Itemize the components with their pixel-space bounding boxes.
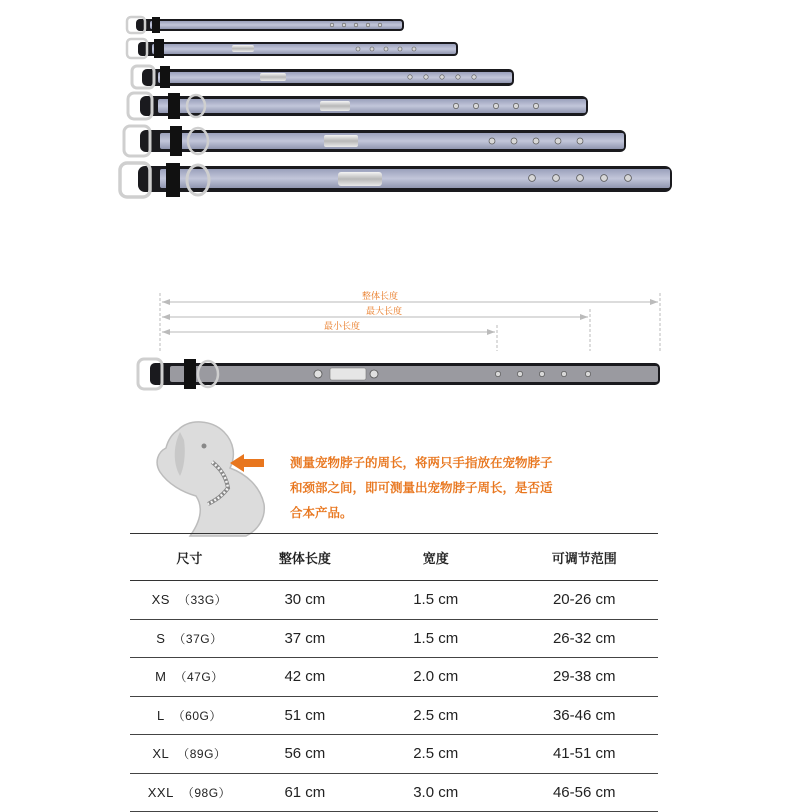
header-size: 尺寸 bbox=[130, 534, 249, 581]
range-cell: 41-51 cm bbox=[510, 735, 658, 774]
length-cell: 30 cm bbox=[249, 581, 361, 620]
weight-label: （37G） bbox=[173, 631, 223, 646]
width-cell: 1.5 cm bbox=[361, 619, 510, 658]
width-cell: 2.0 cm bbox=[361, 658, 510, 697]
range-cell: 36-46 cm bbox=[510, 696, 658, 735]
weight-label: （89G） bbox=[177, 747, 227, 762]
size-cell bbox=[130, 773, 249, 812]
range-cell: 20-26 cm bbox=[510, 581, 658, 620]
size-cell bbox=[130, 619, 249, 658]
weight-label: （47G） bbox=[174, 670, 224, 685]
min-length-dimension bbox=[162, 320, 495, 335]
size-label: XL bbox=[152, 746, 170, 762]
collar-l bbox=[128, 93, 588, 119]
width-cell: 2.5 cm bbox=[361, 735, 510, 774]
table-row bbox=[130, 658, 658, 697]
arrow-left-icon bbox=[230, 454, 264, 472]
width-cell: 3.0 cm bbox=[361, 773, 510, 812]
min-length-label: 最小长度 bbox=[323, 322, 361, 332]
header-total-length: 整体长度 bbox=[249, 534, 361, 581]
instruction-line-2: 和颈部之间，即可测量出宠物脖子周长，是否适 bbox=[290, 480, 553, 495]
table-row bbox=[130, 581, 658, 620]
width-cell: 2.5 cm bbox=[361, 696, 510, 735]
total-length-label: 整体长度 bbox=[361, 292, 399, 302]
table-row bbox=[130, 696, 658, 735]
total-length-dimension bbox=[162, 290, 658, 305]
table-row bbox=[130, 735, 658, 774]
dog-neck-measure-illustration bbox=[150, 412, 290, 537]
collar-m bbox=[132, 66, 514, 88]
collar-xxl bbox=[120, 163, 672, 197]
size-label: XXL bbox=[147, 784, 174, 800]
weight-label: （33G） bbox=[177, 593, 228, 608]
length-cell: 51 cm bbox=[249, 696, 361, 735]
dimension-diagram bbox=[0, 285, 800, 400]
size-label: L bbox=[156, 707, 165, 723]
size-cell bbox=[130, 735, 249, 774]
table-row bbox=[130, 773, 658, 812]
collar-s bbox=[127, 39, 458, 58]
header-adjustable-range: 可调节范围 bbox=[510, 534, 658, 581]
instruction-line-1: 测量宠物脖子的周长，将两只手指放在宠物脖子 bbox=[290, 455, 553, 470]
size-label: XS bbox=[151, 592, 170, 608]
sample-collar bbox=[138, 359, 660, 389]
table-row bbox=[130, 619, 658, 658]
max-length-label: 最大长度 bbox=[365, 307, 403, 317]
size-label: S bbox=[156, 630, 166, 646]
size-label: M bbox=[155, 669, 167, 685]
range-cell: 26-32 cm bbox=[510, 619, 658, 658]
length-cell: 61 cm bbox=[249, 773, 361, 812]
collar-xl bbox=[124, 126, 626, 156]
weight-label: （60G） bbox=[172, 708, 222, 723]
size-cell bbox=[130, 581, 249, 620]
header-width: 宽度 bbox=[361, 534, 510, 581]
length-cell: 42 cm bbox=[249, 658, 361, 697]
max-length-dimension bbox=[162, 305, 588, 320]
range-cell: 29-38 cm bbox=[510, 658, 658, 697]
size-cell bbox=[130, 696, 249, 735]
measure-instruction bbox=[290, 450, 610, 525]
collar-size-lineup bbox=[0, 0, 800, 210]
table-header-row bbox=[130, 534, 658, 581]
instruction-line-3: 合本产品。 bbox=[290, 505, 353, 520]
size-table bbox=[130, 533, 658, 812]
width-cell: 1.5 cm bbox=[361, 581, 510, 620]
length-cell: 56 cm bbox=[249, 735, 361, 774]
length-cell: 37 cm bbox=[249, 619, 361, 658]
size-cell bbox=[130, 658, 249, 697]
range-cell: 46-56 cm bbox=[510, 773, 658, 812]
collar-xs bbox=[127, 17, 404, 33]
weight-label: （98G） bbox=[181, 785, 232, 800]
